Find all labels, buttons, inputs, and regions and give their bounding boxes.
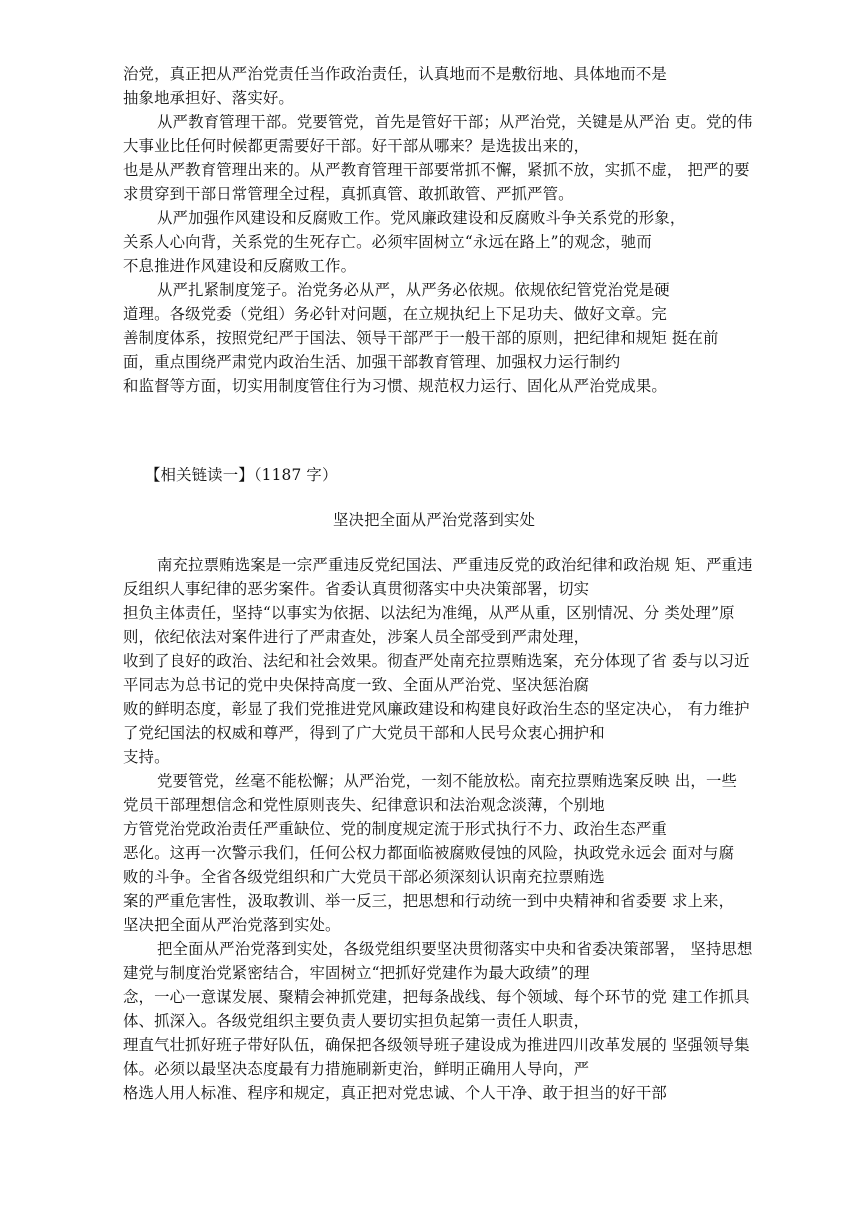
text-line: 体、抓深入。各级党组织主要负责人要切实担负起第一责任人职责， bbox=[123, 1012, 590, 1030]
text-line: 反组织人事纪律的恶劣案件。省委认真贯彻落实中央决策部署，切实 bbox=[123, 580, 590, 598]
text-line: 抽象地承担好、落实好。 bbox=[123, 89, 294, 107]
text-line: 平同志为总书记的党中央保持高度一致、全面从严治党、坚决惩治腐 bbox=[123, 676, 590, 694]
text-line: 建党与制度治党紧密结合，牢固树立“把抓好党建作为最大政绩”的理 bbox=[123, 964, 590, 982]
text-line: 格选人用人标准、程序和规定，真正把对党忠诚、个人干净、敢于担当的好干部 bbox=[123, 1084, 667, 1102]
text-line: 道理。各级党委（党组）务必针对问题，在立规执纪上下足功夫、做好文章。完 bbox=[123, 305, 667, 323]
text-line: 方管党治党政治责任严重缺位、党的制度规定流于形式执行不力、政治生态严重 bbox=[123, 820, 667, 838]
text-line: 体。必须以最坚决态度最有力措施刷新吏治，鲜明正确用人导向，严 bbox=[123, 1060, 590, 1078]
text-line: 治党，真正把从严治党责任当作政治责任，认真地而不是敷衍地、具体地而不是 bbox=[123, 65, 667, 83]
text-line: 恶化。这再一次警示我们，任何公权力都面临被腐败侵蚀的风险，执政党永远会 面对与腐 bbox=[123, 844, 735, 862]
text-line: 收到了良好的政治、法纪和社会效果。彻查严处南充拉票贿选案，充分体现了省 委与以习近 bbox=[123, 652, 750, 670]
related-reading-heading: 【相关链读一】（1187 字） bbox=[145, 466, 338, 484]
text-line: 党员干部理想信念和党性原则丧失、纪律意识和法治观念淡薄，个别地 bbox=[123, 796, 605, 814]
text-line: 理直气壮抓好班子带好队伍，确保把各级领导班子建设成为推进四川改革发展的 坚强领导集 bbox=[123, 1036, 750, 1054]
text-line: 从严加强作风建设和反腐败工作。党风廉政建设和反腐败斗争关系党的形象， bbox=[157, 209, 686, 227]
text-line: 党要管党，丝毫不能松懈；从严治党，一刻不能放松。南充拉票贿选案反映 出，一些 bbox=[157, 772, 738, 790]
text-line: 和监督等方面，切实用制度管住行为习惯、规范权力运行、固化从严治党成果。 bbox=[123, 377, 667, 395]
article-title: 坚决把全面从严治党落到实处 bbox=[332, 511, 536, 529]
text-line: 支持。 bbox=[123, 748, 170, 766]
text-line: 从严教育管理干部。党要管党，首先是管好干部；从严治党，关键是从严治 吏。党的伟 bbox=[157, 113, 753, 131]
text-line: 善制度体系，按照党纪严于国法、领导干部严于一般干部的原则，把纪律和规矩 挺在前 bbox=[123, 329, 719, 347]
text-line: 从严扎紧制度笼子。治党务必从严，从严务必依规。依规依纪管党治党是硬 bbox=[157, 281, 670, 299]
text-line: 则，依纪依法对案件进行了严肃查处，涉案人员全部受到严肃处理， bbox=[123, 628, 590, 646]
text-line: 关系人心向背，关系党的生死存亡。必须牢固树立“永远在路上”的观念，驰而 bbox=[123, 233, 652, 251]
text-line: 把全面从严治党落到实处，各级党组织要坚决贯彻落实中央和省委决策部署， 坚持思想 bbox=[157, 940, 753, 958]
text-line: 坚决把全面从严治党落到实处。 bbox=[123, 916, 341, 934]
text-line: 不息推进作风建设和反腐败工作。 bbox=[123, 257, 357, 275]
text-line: 败的鲜明态度，彰显了我们党推进党风廉政建设和构建良好政治生态的坚定决心， 有力维护 bbox=[123, 700, 750, 718]
text-line: 大事业比任何时候都更需要好干部。好干部从哪来？是选拔出来的， bbox=[123, 137, 590, 155]
text-line: 南充拉票贿选案是一宗严重违反党纪国法、严重违反党的政治纪律和政治规 矩、严重违 bbox=[157, 556, 753, 574]
text-line: 案的严重危害性，汲取教训、举一反三，把思想和行动统一到中央精神和省委要 求上来， bbox=[123, 892, 735, 910]
text-line: 败的斗争。全省各级党组织和广大党员干部必须深刻认识南充拉票贿选 bbox=[123, 868, 605, 886]
text-line: 了党纪国法的权威和尊严，得到了广大党员干部和人民号众衷心拥护和 bbox=[123, 724, 605, 742]
text-line: 也是从严教育管理出来的。从严教育管理干部要常抓不懈，紧抓不放，实抓不虚， 把严的要 bbox=[123, 161, 750, 179]
text-line: 求贯穿到干部日常管理全过程，真抓真管、敢抓敢管、严抓严管。 bbox=[123, 185, 574, 203]
text-line: 担负主体责任，坚持“以事实为依据、以法纪为准绳，从严从重，区别情况、分 类处理”原 bbox=[123, 604, 735, 622]
text-line: 面，重点围绕严肃党内政治生活、加强干部教育管理、加强权力运行制约 bbox=[123, 353, 621, 371]
text-line: 念，一心一意谋发展、聚精会神抓党建，把每条战线、每个领域、每个环节的党 建工作抓具 bbox=[123, 988, 750, 1006]
